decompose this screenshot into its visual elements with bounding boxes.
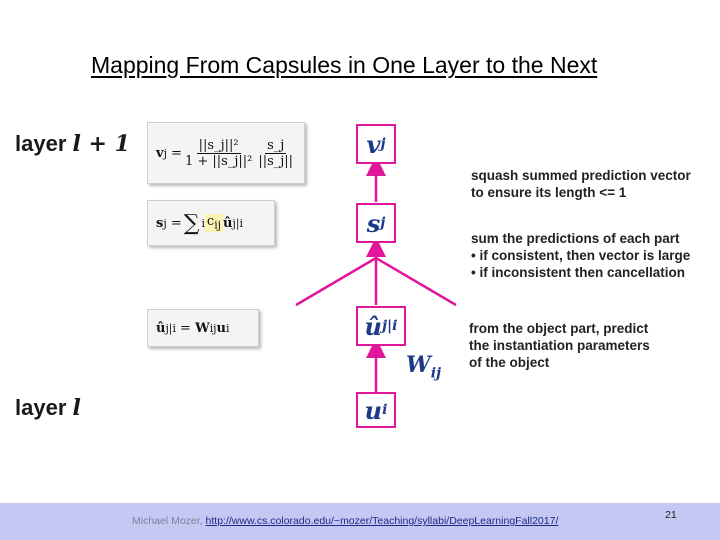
sum-equation-box: s j = ∑ i $c_{ij}$ û j|i [147, 200, 275, 246]
layer-upper-prefix: layer [15, 131, 67, 156]
sum-description [471, 230, 690, 281]
coef-base: c [206, 214, 215, 230]
sum-desc-line-1: sum the predictions of each part [471, 231, 680, 246]
predict-desc-line-3: of the object [469, 355, 550, 370]
layer-lower-prefix: layer [15, 395, 67, 420]
squash-lhs-sub: j [163, 146, 167, 160]
node-s-base: s [366, 208, 381, 238]
squash-desc-line-2: to ensure its length <= 1 [471, 185, 627, 200]
coef-sub: ij [214, 218, 222, 232]
layer-upper-var: l + 1 [72, 131, 130, 157]
node-u-hat-sub: j|i [381, 318, 398, 334]
node-s [356, 203, 396, 243]
sum-desc-line-3: • if inconsistent then cancellation [471, 265, 686, 280]
footer-link[interactable]: http://www.cs.colorado.edu/~mozer/Teaching/syllabi/DeepLearningFall2017/ [205, 515, 559, 527]
sum-lhs: s [156, 215, 164, 231]
predict-desc-line-2: the instantiation parameters [469, 338, 650, 353]
weight-label [406, 352, 441, 381]
node-u-hat-base: û [364, 311, 382, 341]
predict-desc-line-1: from the object part, predict [469, 321, 649, 336]
squash-den-1: 1 + ||s_j||² [184, 153, 253, 169]
squash-equation-box: v j = $\frac{\text{||s\_j||²}}{\text{1 + ||s\_j||²}}$ $\frac{s\_j}{||s\_j||}$ [147, 122, 305, 184]
node-u-base: u [364, 395, 383, 425]
page-number: 21 [665, 509, 677, 521]
sum-term: û [223, 215, 233, 231]
predict-lhs-sub: j|i [165, 321, 176, 335]
predict-u: u [216, 320, 226, 336]
node-s-sub: j [380, 215, 386, 231]
sum-desc-line-2: • if consistent, then vector is large [471, 248, 691, 263]
squash-den-2: ||s_j|| [258, 153, 294, 169]
squash-description [471, 167, 691, 201]
squash-num-2: s_j [267, 137, 285, 153]
node-u-sub: i [382, 402, 388, 418]
sum-term-sub: j|i [232, 216, 243, 230]
predict-u-sub: i [225, 321, 230, 335]
node-u-hat [356, 306, 406, 346]
predict-w-sub: ij [209, 321, 217, 335]
predict-w: W [195, 320, 210, 336]
branch-right [376, 258, 456, 305]
squash-num-1: ||s_j||² [198, 137, 239, 153]
sum-symbol: ∑ [183, 210, 200, 236]
sum-index: i [201, 216, 205, 230]
footer-credit [132, 515, 558, 527]
squash-desc-line-1: squash summed prediction vector [471, 168, 691, 183]
weight-sub: ij [430, 365, 442, 382]
node-u [356, 392, 396, 428]
squash-lhs: v [156, 145, 164, 161]
predict-description [469, 320, 650, 371]
node-v-base: v [366, 129, 381, 159]
weight-base: W [406, 352, 431, 378]
node-v-sub: j [380, 136, 386, 152]
footer-author: Michael Mozer, [132, 515, 203, 527]
sum-lhs-sub: j [163, 216, 167, 230]
branch-left [296, 258, 376, 305]
predict-equation-box: û j|i = W ij u i [147, 309, 259, 347]
node-v [356, 124, 396, 164]
layer-lower-var: l [72, 395, 81, 421]
predict-lhs: û [156, 320, 166, 336]
slide-title: Mapping From Capsules in One Layer to the Next [91, 52, 598, 78]
